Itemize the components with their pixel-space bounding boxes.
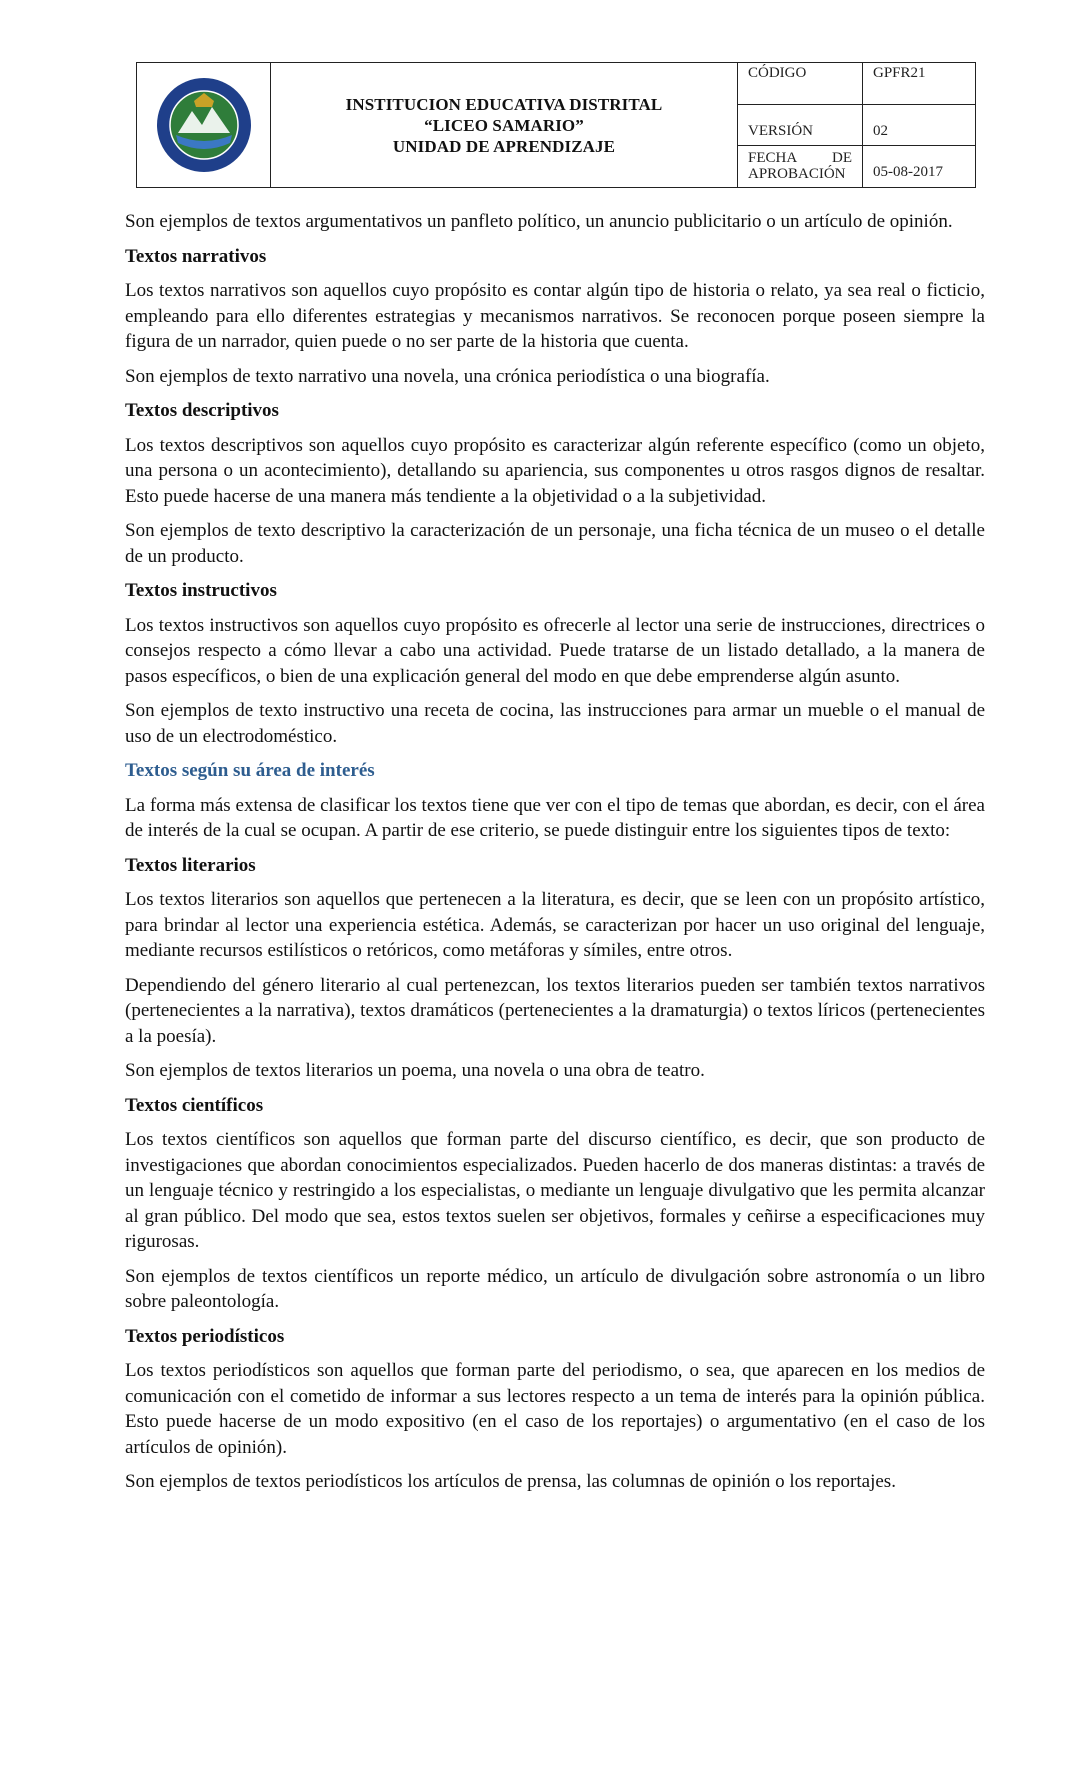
paragraph-narrativos-definicion: Los textos narrativos son aquellos cuyo propósito es contar algún tipo de historia o relato, ya sea real o ficticio, empleando para ello diferentes estrategias y mecanismos narrativos. Se reconocen porque poseen siempre la figura de un narrador, quien puede o no ser parte de la historia que cuenta. (125, 280, 985, 352)
version-value-cell (863, 104, 976, 146)
paragraph-literarios-genero: Dependiendo del género literario al cual pertenezcan, los textos literarios pueden ser también textos narrativos (pertenecientes a la narrativa), textos dramáticos (pertenecientes a la dramaturgia) o textos líricos (pertenecientes a la poesía). (125, 974, 985, 1047)
paragraph-descriptivos-ejemplos: Son ejemplos de texto descriptivo la caracterización de un personaje, una ficha técnica de un museo o el detalle de un producto. (125, 520, 985, 567)
version-label: VERSIÓN (748, 122, 814, 139)
version-label-cell (738, 104, 863, 146)
paragraph-argumentativos-ejemplos: Son ejemplos de textos argumentativos un panfleto político, un anuncio publicitario o un artículo de opinión. (125, 211, 953, 232)
codigo-value: GPFR21 (873, 65, 926, 81)
fecha-value-cell (863, 146, 976, 188)
paragraph-periodisticos-definicion: Los textos periodísticos son aquellos que forman parte del periodismo, o sea, que aparecen en los medios de comunicación con el cometido de informar a sus lectores respecto a un tema de interés para la opinión pública. Esto puede hacerse de un modo expositivo (en el caso de los reportajes) o argumentativo (en el caso de los artículos de opinión). (125, 1360, 985, 1458)
document-header-table (136, 62, 976, 188)
aprobacion-label: APROBACIÓN (748, 166, 846, 183)
codigo-label: CÓDIGO (748, 65, 807, 81)
heading-textos-periodisticos: Textos periodísticos (125, 1325, 285, 1347)
de-label: DE (832, 150, 852, 167)
document-body (125, 209, 985, 1504)
heading-textos-narrativos: Textos narrativos (125, 245, 267, 267)
paragraph-literarios-ejemplos: Son ejemplos de textos literarios un poema, una novela o una obra de teatro. (125, 1060, 705, 1081)
school-name: “LICEO SAMARIO” (424, 115, 584, 135)
school-seal-logo (154, 75, 254, 175)
paragraph-periodisticos-ejemplos: Son ejemplos de textos periodísticos los artículos de prensa, las columnas de opinión o los reportajes. (125, 1471, 896, 1492)
fecha-label-cell (738, 146, 863, 188)
institution-name: INSTITUCION EDUCATIVA DISTRITAL (345, 94, 663, 114)
institution-title-cell (271, 63, 738, 188)
paragraph-descriptivos-definicion: Los textos descriptivos son aquellos cuyo propósito es caracterizar algún referente específico (como un objeto, una persona o un acontecimiento), detallando su apariencia, sus componentes u otros rasgos dignos de resaltar. Esto puede hacerse de una manera más tendiente a la objetividad o a la subjetividad. (125, 434, 985, 507)
codigo-label-cell (738, 63, 863, 105)
fecha-label-row (738, 146, 862, 166)
paragraph-area-de-interes: La forma más extensa de clasificar los textos tiene que ver con el tipo de temas que abordan, es decir, con el área de interés de la cual se ocupan. A partir de ese criterio, se puede distinguir entre los siguientes tipos de texto: (125, 794, 985, 841)
heading-textos-instructivos: Textos instructivos (125, 580, 277, 601)
fecha-label: FECHA (748, 150, 798, 167)
heading-textos-literarios: Textos literarios (125, 854, 256, 876)
paragraph-literarios-definicion: Los textos literarios son aquellos que pertenecen a la literatura, es decir, que se leen con un propósito artístico, para brindar al lector una experiencia estética. Además, se caracterizan por hacer un uso original del lenguaje, mediante recursos estilísticos o retóricos, como metáforas y símiles, entre otros. (125, 889, 985, 961)
paragraph-narrativos-ejemplos: Son ejemplos de texto narrativo una novela, una crónica periodística o una biografía. (125, 365, 770, 387)
heading-area-de-interes: Textos según su área de interés (125, 760, 375, 781)
codigo-value-cell (863, 63, 976, 105)
paragraph-cientificos-ejemplos: Son ejemplos de textos científicos un reporte médico, un artículo de divulgación sobre astronomía o un libro sobre paleontología. (125, 1265, 985, 1312)
unit-name: UNIDAD DE APRENDIZAJE (392, 136, 616, 156)
paragraph-instructivos-ejemplos: Son ejemplos de texto instructivo una receta de cocina, las instrucciones para armar un mueble o el manual de uso de un electrodoméstico. (125, 700, 985, 747)
logo-cell (137, 63, 271, 188)
fecha-value: 05-08-2017 (873, 164, 943, 181)
heading-textos-descriptivos: Textos descriptivos (125, 400, 279, 421)
heading-textos-cientificos: Textos científicos (125, 1094, 264, 1116)
version-value: 02 (873, 122, 888, 139)
paragraph-instructivos-definicion: Los textos instructivos son aquellos cuyo propósito es ofrecerle al lector una serie de instrucciones, directrices o consejos respecto a cómo llevar a cabo una actividad. Puede tratarse de un listado detallado, a la manera de pasos específicos, o bien de una explicación general del modo en que debe emprenderse algún asunto. (125, 614, 985, 687)
paragraph-cientificos-definicion: Los textos científicos son aquellos que forman parte del discurso científico, es decir, que son producto de investigaciones que abordan conocimientos especializados. Pueden hacerlo de dos maneras distintas: a través de un lenguaje técnico y restringido a los especialistas, o mediante un lenguaje divulgativo que les permita alcanzar al gran público. Del modo que sea, estos textos suelen ser objetivos, formales y ceñirse a especificaciones muy rigurosas. (125, 1129, 985, 1252)
